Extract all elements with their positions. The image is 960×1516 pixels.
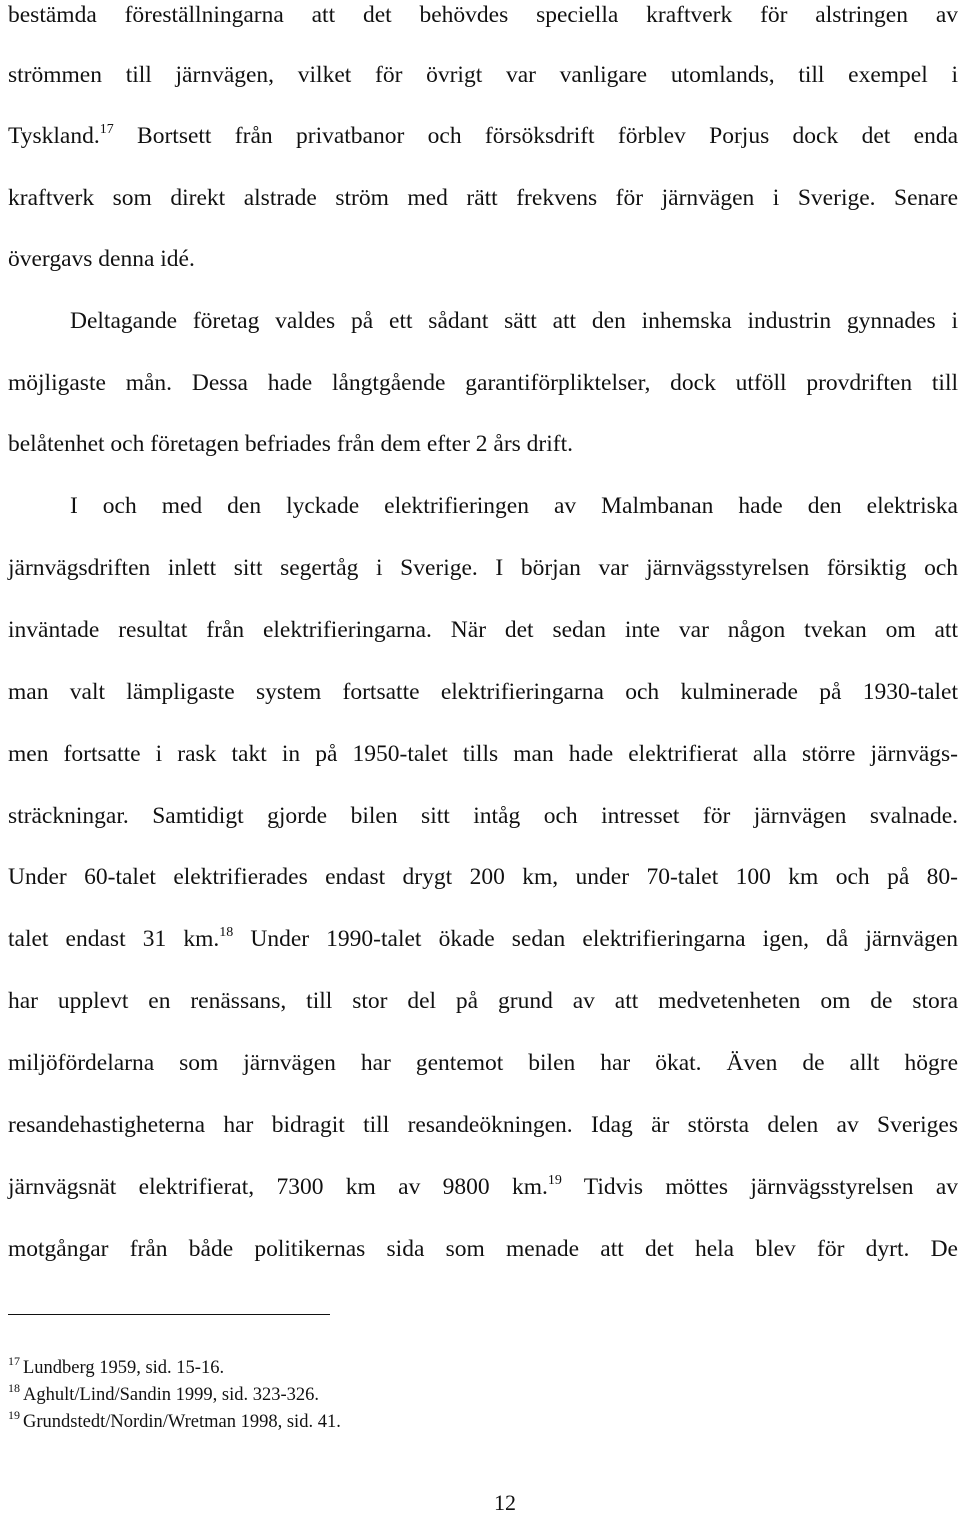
body-text-segment: talet endast 31 km. (8, 926, 220, 952)
footnote-text: Grundstedt/Nordin/Wretman 1998, sid. 41. (23, 1412, 341, 1432)
body-line: strömmen till järnvägen, vilket för övrigt var vanligare utomlands, till exempel i (8, 62, 958, 88)
body-line: Under 60-talet elektrifierades endast drygt 200 km, under 70-talet 100 km och på 80- (8, 864, 958, 890)
body-line: bestämda föreställningarna att det behövdes speciella kraftverk för alstringen av (8, 2, 958, 28)
footnote-text: Lundberg 1959, sid. 15-16. (23, 1358, 225, 1378)
body-line: men fortsatte i rask takt in på 1950-talet tills man hade elektrifierat alla större järnvägs- (8, 741, 958, 767)
body-text-segment: Tyskland. (8, 123, 100, 149)
body-line: belåtenhet och företagen befriades från dem efter 2 års drift. (8, 431, 574, 457)
footnote-number: 18 (8, 1381, 20, 1395)
footnote-18 (8, 1381, 319, 1406)
body-line: övergavs denna idé. (8, 246, 195, 272)
body-line: miljöfördelarna som järnvägen har gentemot bilen har ökat. Även de allt högre (8, 1050, 958, 1076)
body-line: sträckningar. Samtidigt gjorde bilen sitt intåg och intresset för järnvägen svalnade. (8, 803, 958, 829)
footnote-19 (8, 1408, 341, 1433)
body-line: kraftverk som direkt alstrade ström med rätt frekvens för järnvägen i Sverige. Senare (8, 185, 958, 211)
body-line (8, 924, 958, 954)
footnote-number: 17 (8, 1354, 20, 1368)
body-text-segment: Tidvis möttes järnvägsstyrelsen av (561, 1174, 959, 1200)
footnote-number: 19 (8, 1408, 20, 1422)
footnote-separator (8, 1314, 330, 1315)
body-line: har upplevt en renässans, till stor del på grund av att medvetenheten om de stora (8, 988, 958, 1014)
body-line: resandehastigheterna har bidragit till resandeökningen. Idag är största delen av Sveriges (8, 1112, 958, 1138)
footnote-reference: 17 (99, 122, 114, 137)
body-text-segment: järnvägsnät elektrifierat, 7300 km av 9800 km. (8, 1174, 548, 1200)
body-line (8, 1172, 958, 1202)
body-line (8, 121, 958, 151)
page-number: 12 (494, 1490, 516, 1515)
body-text-segment: Bortsett från privatbanor och försöksdrift förblev Porjus dock det enda (113, 123, 958, 149)
body-line: möjligaste mån. Dessa hade långtgående garantiförpliktelser, dock utföll provdriften till (8, 370, 958, 396)
body-text-segment: Under 1990-talet ökade sedan elektrifieringarna igen, då järnvägen (233, 926, 958, 952)
body-line: man valt lämpligaste system fortsatte elektrifieringarna och kulminerade på 1930-talet (8, 679, 958, 705)
footnote-reference: 19 (547, 1173, 562, 1188)
footnote-text: Aghult/Lind/Sandin 1999, sid. 323-326. (23, 1385, 319, 1405)
footnote-reference: 18 (219, 925, 234, 940)
footnote-17 (8, 1354, 225, 1379)
body-line: motgångar från både politikernas sida som menade att det hela blev för dyrt. De (8, 1236, 958, 1262)
body-line: järnvägsdriften inlett sitt segertåg i Sverige. I början var järnvägsstyrelsen försiktig och (8, 555, 958, 581)
body-line: Deltagande företag valdes på ett sådant sätt att den inhemska industrin gynnades i (70, 308, 958, 334)
body-line: I och med den lyckade elektrifieringen av Malmbanan hade den elektriska (70, 493, 958, 519)
body-line: inväntade resultat från elektrifieringarna. När det sedan inte var någon tvekan om att (8, 617, 958, 643)
